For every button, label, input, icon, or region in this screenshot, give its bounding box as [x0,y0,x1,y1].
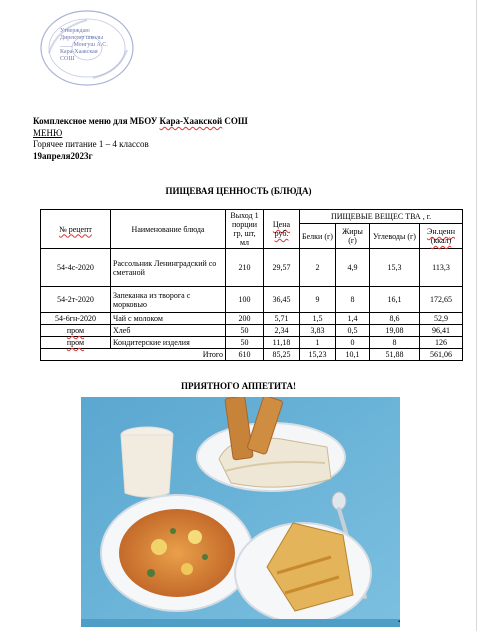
nutrition-table [40,209,463,361]
cell-proteins: 9 [300,287,336,313]
header-dish: Наименование блюда [111,210,226,249]
closing-heading: ПРИЯТНОГО АППЕТИТА! [180,381,297,391]
cell-total-carbs: 51,88 [370,349,420,361]
cell-total-proteins: 15,23 [300,349,336,361]
cell-output: 50 [226,325,264,337]
cell-total-price: 85,25 [264,349,300,361]
cell-price: 36,45 [264,287,300,313]
cell-output: 210 [226,249,264,287]
cell-energy: 172,65 [420,287,463,313]
cell-price: 29,57 [264,249,300,287]
table-row [41,325,463,337]
cell-dish: Рассольник Ленинградский со сметаной [111,249,226,287]
table-row [41,287,463,313]
table-row [41,249,463,287]
cell-energy: 113,3 [420,249,463,287]
cell-energy: 96,41 [420,325,463,337]
menu-date: 19апреля2023г [33,151,93,161]
cell-carbs: 16,1 [370,287,420,313]
title-school: Кара-Хаакской [159,116,223,126]
cell-output: 50 [226,337,264,349]
cell-fats: 1,4 [336,313,370,325]
nutrition-section-title: ПИЩЕВАЯ ЦЕННОСТЬ (БЛЮДА) [165,186,312,196]
stamp-line-1: Утверждаю [60,28,90,34]
cell-recipe: 54-4с-2020 [41,249,111,287]
cell-price: 11,18 [264,337,300,349]
cell-energy: 52,9 [420,313,463,325]
cell-dish: Хлеб [111,325,226,337]
header-price: Цена руб. [264,210,300,249]
meal-photo [81,397,400,627]
header-nutrients: ПИЩЕВЫЕ ВЕЩЕС ТВА , г. [300,210,463,224]
stamp-line-2: Директор школы [60,35,104,41]
cell-carbs: 19,08 [370,325,420,337]
cell-carbs: 8,6 [370,313,420,325]
cell-energy: 126 [420,337,463,349]
table-row [41,313,463,325]
cell-price: 5,71 [264,313,300,325]
header-recipe: № рецепт [41,210,111,249]
header-proteins: Белки (г) [300,224,336,249]
table-total-row [41,349,463,361]
header-fats: Жиры (г) [336,224,370,249]
cell-fats: 4,9 [336,249,370,287]
title-suffix: СОШ [222,116,248,126]
cell-price: 2,34 [264,325,300,337]
menu-label: МЕНЮ [33,128,63,138]
cell-proteins: 1 [300,337,336,349]
stamp-line-4: Кара-Хаакская [60,49,98,55]
cell-recipe: пром [41,337,111,349]
cell-total-label: Итого [41,349,226,361]
cell-proteins: 3,83 [300,325,336,337]
cell-total-output: 610 [226,349,264,361]
cell-dish: Запеканка из творога с морковью [111,287,226,313]
cell-carbs: 8 [370,337,420,349]
menu-subtitle: Горячее питание 1 – 4 классов [33,139,149,149]
title-prefix: Комплексное меню для МБОУ [33,116,160,126]
cursor-mark: . [398,614,401,624]
cell-fats: 0 [336,337,370,349]
stamp-line-5: СОШ [60,56,75,62]
header-carbs: Углеводы (г) [370,224,420,249]
stamp-line-3: ____ Монгуш А.С. [60,42,108,48]
cell-dish: Кондитерские изделия [111,337,226,349]
cell-recipe: 54-6гн-2020 [41,313,111,325]
stamp-approval-text [60,28,140,63]
cell-carbs: 15,3 [370,249,420,287]
table-header-row [41,210,463,224]
cell-fats: 8 [336,287,370,313]
menu-title [33,116,248,127]
cell-recipe: пром [41,325,111,337]
cell-recipe: 54-2т-2020 [41,287,111,313]
cell-total-energy: 561,06 [420,349,463,361]
cell-total-fats: 10,1 [336,349,370,361]
cell-dish: Чай с молоком [111,313,226,325]
cell-fats: 0,5 [336,325,370,337]
table-row [41,337,463,349]
header-output: Выход 1 порции гр, шт, мл [226,210,264,249]
header-energy: Эн.ценн (ккал) [420,224,463,249]
cell-output: 200 [226,313,264,325]
cell-output: 100 [226,287,264,313]
cell-proteins: 2 [300,249,336,287]
cell-proteins: 1,5 [300,313,336,325]
